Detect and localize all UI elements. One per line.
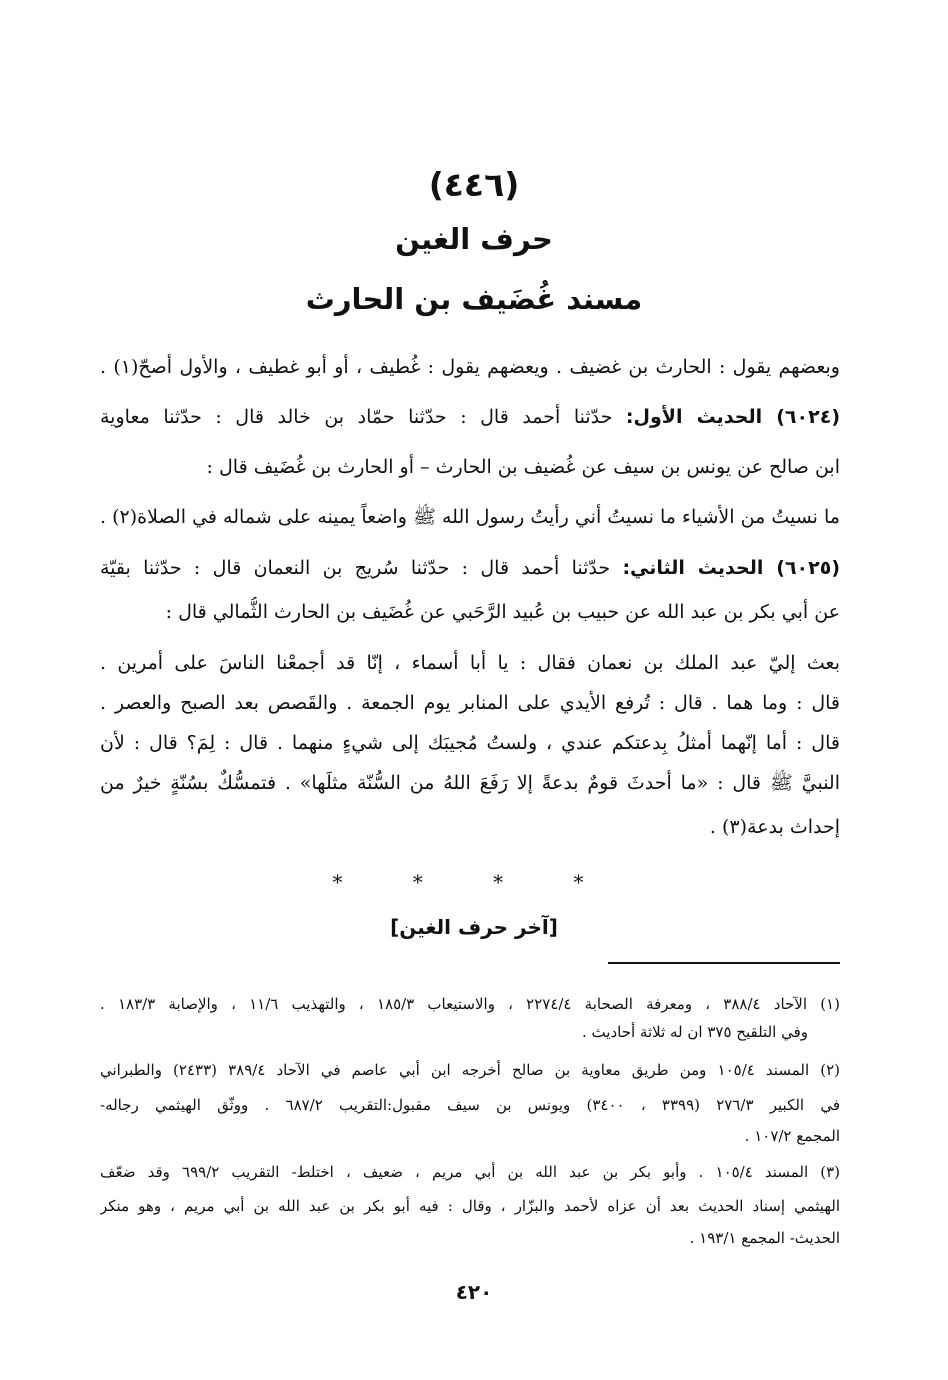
hadith-2-line-3: بعث إليّ عبد الملك بن نعمان فقال : يا أبا أسماء ، إنّا قد أجمعْنا الناسَ على أمرين . (100, 652, 840, 674)
hadith-2-line-1 (100, 553, 840, 583)
hadith-1-line-2: ابن صالح عن يونس بن سيف عن غُضيف بن الحارث – أو الحارث بن غُضَيف قال : (206, 456, 840, 478)
hadith-2-line-4: قال : وما هما . قال : تُرفع الأيدي على المنابر يوم الجمعة . والقَصص بعد الصبح والعصر . (100, 692, 840, 714)
closing-title: [آخر حرف الغين] (390, 915, 558, 939)
hadith-1-label: (٦٠٢٤) الحديث الأول: (625, 406, 840, 428)
hadith-2-line-2: عن أبي بكر بن عبد الله عن حبيب بن عُبيد الرَّحَبي عن غُضَيف بن الحارث الثُّمالي قال : (165, 601, 840, 623)
musnad-title: مسند غُضَيف بن الحارث (305, 282, 643, 316)
footnote-2-line-1: (٢) المسند ١٠٥/٤ ومن طريق معاوية بن صالح أخرجه ابن أبي عاصم في الآحاد ٣٨٩/٤ (٢٤٣٣) والطبراني (100, 1061, 840, 1079)
hadith-2-line-5: قال : أما إنّهما أمثلُ بِدعتكم عندي ، ولستُ مُجيبَك إلى شيءٍ منهما . قال : لِمَ؟ قال : لأن (100, 732, 840, 754)
chapter-number: (٤٤٦) (428, 165, 520, 204)
hadith-2-label: (٦٠٢٥) الحديث الثاني: (622, 557, 840, 579)
footnote-1-line-2: وفي التلقيح ٣٧٥ ان له ثلاثة أحاديث . (582, 1023, 808, 1041)
footnote-2-line-3: المجمع ١٠٧/٢ . (744, 1127, 840, 1145)
footnote-3-line-3: الحديث- المجمع ١٩٣/١ . (689, 1229, 840, 1247)
intro-line: وبعضهم يقول : الحارث بن غضيف . ويعضهم يقول : غُطيف ، أو أبو غطيف ، والأول أصحّ(١) . (100, 356, 840, 378)
section-separator-stars: * * * * (332, 870, 616, 894)
page-number: ٤٢٠ (455, 1280, 493, 1304)
section-title: حرف الغين (395, 222, 553, 256)
footnote-divider (608, 962, 840, 964)
hadith-1-line-1 (100, 402, 840, 432)
footnote-3-line-1: (٣) المسند ١٠٥/٤ . وأبو بكر بن عبد الله بن أبي مريم ، ضعيف ، اختلط- التقريب ٦٩٩/٢ وقد ضعّف (100, 1163, 840, 1181)
hadith-1-text: حدّثنا أحمد قال : حدّثنا حمّاد بن خالد قال : حدّثنا معاوية (100, 406, 613, 428)
footnote-3-line-2: الهيثمي إسناد الحديث بعد أن عزاه لأحمد والبزّار ، وقال : فيه أبو بكر بن عبد الله بن أبي مريم ، وهو منكر (100, 1197, 840, 1215)
hadith-2-line-6: النبيَّ ﷺ قال : «ما أحدثَ قومٌ بدعةً إلا رَفَعَ اللهُ من السُّنّة مثلَها» . فتمسُّكٌ بسُنّةٍ خيرٌ من (100, 772, 840, 794)
hadith-2-text: حدّثنا أحمد قال : حدّثنا سُريج بن النعمان قال : حدّثنا بقيّة (100, 557, 611, 579)
hadith-2-line-7: إحداث بدعة(٣) . (709, 816, 840, 838)
footnote-2-line-2: في الكبير ٢٧٦/٣ (٣٣٩٩ ، ٣٤٠٠) ويونس بن سيف مقبول:التقريب ٦٨٧/٢ . ووثّق الهيثمي رجاله- (100, 1096, 840, 1114)
footnote-1-line-1: (١) الآحاد ٣٨٨/٤ ، ومعرفة الصحابة ٢٢٧٤/٤ ، والاستيعاب ١٨٥/٣ ، والتهذيب ١١/٦ ، والإصابة ١٨٣/٣ . (100, 995, 840, 1013)
hadith-1-line-3: ما نسيتُ من الأشياء ما نسيتُ أني رأيتُ رسول الله ﷺ واضعاً يمينه على شماله في الصلاة(٢) . (100, 506, 840, 528)
